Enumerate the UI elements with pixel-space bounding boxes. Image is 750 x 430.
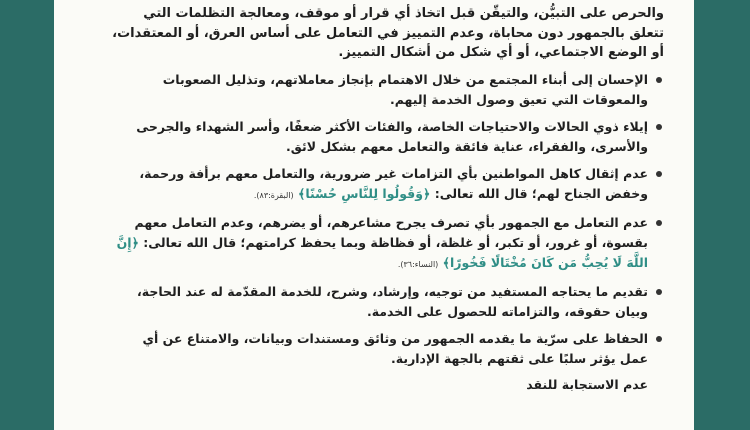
list-item [74,164,664,206]
list-item [74,329,664,369]
bullet-list [74,70,664,369]
item-line-with-quote [74,233,648,253]
item-line: وبيان حقوقه، والتزاماته للحصول على الخدمة. [366,303,648,319]
item-line: والأسرى، والفقراء، عناية فائقة والتعامل معهم بشكل لائق. [286,138,648,154]
list-item [74,282,664,322]
intro-line: والحرص على التبيُّن، والتيقّن قبل اتخاذ أي قرار أو موقف، ومعالجة التظلمات التي [143,6,664,21]
list-item [74,117,664,157]
item-line: الإحسان إلى أبناء المجتمع من خلال الاهتمام بإنجاز معاملاتهم، وتذليل الصعوبات [162,71,648,87]
cut-off-line: عدم الاستجابة للنقد [526,376,648,392]
quran-quote: اللَّهَ لَا يُحِبُّ مَن كَانَ مُخْتَالًا فَخُورًا﴾ [442,254,648,270]
document-page [54,0,694,430]
list-item [74,213,664,275]
item-line: والمعوقات التي تعيق وصول الخدمة إليهم. [389,91,648,107]
item-line: عدم إثقال كاهل المواطنين بأي التزامات غير ضرورية، والتعامل معهم برأفة ورحمة، [139,165,648,181]
intro-line: أو الوضع الاجتماعي، أو أي شكل من أشكال التمييز. [338,45,664,60]
item-line: إيلاء ذوي الحالات والاحتياجات الخاصة، والفئات الأكثر ضعفًا، وأسر الشهداء والجرحى [136,118,648,134]
quran-quote: ﴿وَقُولُوا لِلنَّاسِ حُسْنًا﴾ [298,185,431,201]
quran-quote-start: ﴿إِنَّ [116,234,139,250]
list-item [74,70,664,110]
item-line: الحفاظ على سرّية ما يقدمه الجمهور من وثائق ومستندات وبيانات، والامتناع عن أي [142,330,648,346]
quran-reference: (النساء:٣٦). [397,259,439,269]
quran-line [74,253,648,275]
item-line: تقديم ما يحتاجه المستفيد من توجيه، وإرشاد، وشرح، للخدمة المقدّمة له عند الحاجة، [137,283,648,299]
intro-line: تتعلق بالجمهور دون محاباة، وعدم التمييز في التعامل على أساس العرق، أو المعتقدات، [112,25,664,41]
item-text: بقسوة، أو غرور، أو تكبر، أو غلظة، أو فظاظة وبما يحفظ كرامتهم؛ قال الله تعالى: [143,234,648,250]
item-line-with-quote [74,184,648,206]
intro-paragraph [74,0,664,63]
item-line: عدم التعامل مع الجمهور بأي تصرف يجرح مشاعرهم، أو يضرهم، وعدم التعامل معهم [134,214,648,230]
item-text: وخفض الجناح لهم؛ قال الله تعالى: [434,185,648,201]
quran-reference: (البقرة:٨٣). [253,190,294,200]
item-line: عمل يؤثر سلبًا على ثقتهم بالجهة الإدارية. [391,350,648,366]
